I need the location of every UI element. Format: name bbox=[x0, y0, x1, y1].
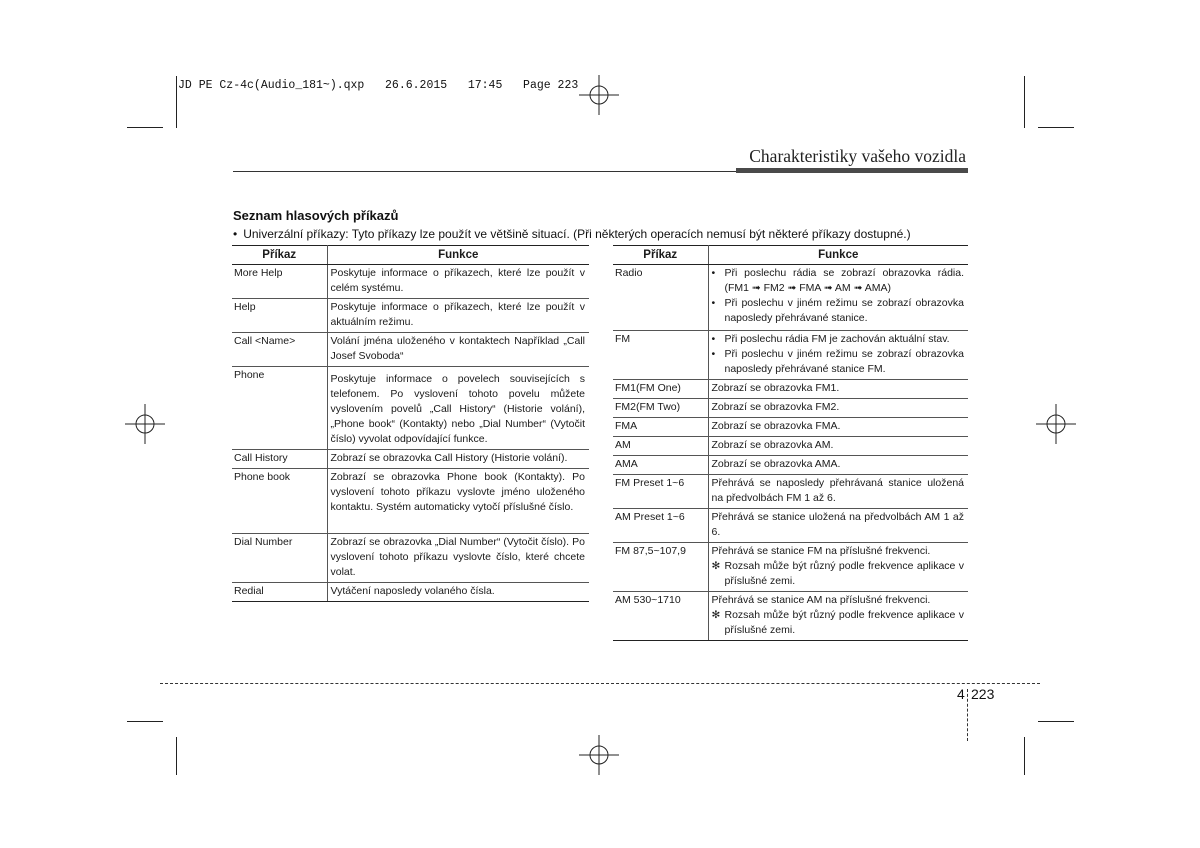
column-header-command: Příkaz bbox=[613, 246, 708, 265]
bullet-item: • Při poslechu rádia se zobrazí obrazovka rádia. (FM1 ➟ FM2 ➟ FMA ➟ AM ➟ AMA) bbox=[711, 267, 964, 294]
command-cell: Call <Name> bbox=[232, 333, 327, 367]
table-row bbox=[613, 456, 968, 475]
intro-text: Univerzální příkazy: Tyto příkazy lze použít ve většině situací. (Při některých operacích nemusí být některé příkazy dostupné.) bbox=[243, 227, 911, 241]
function-cell: Zobrazí se obrazovka AM. bbox=[708, 437, 968, 456]
function-cell bbox=[708, 265, 968, 331]
registration-mark-icon bbox=[1036, 404, 1076, 444]
table-row bbox=[232, 469, 589, 534]
table-header-row bbox=[232, 246, 589, 265]
section-title: Charakteristiky vašeho vozidla bbox=[749, 146, 966, 166]
crop-mark bbox=[176, 76, 177, 128]
table-row bbox=[232, 333, 589, 367]
column-header-command: Příkaz bbox=[232, 246, 327, 265]
table-row bbox=[613, 380, 968, 399]
table-row bbox=[232, 534, 589, 583]
table-row bbox=[232, 450, 589, 469]
intro-paragraph bbox=[233, 227, 911, 241]
table-row bbox=[613, 437, 968, 456]
table-row bbox=[613, 399, 968, 418]
table-row bbox=[232, 583, 589, 602]
function-cell: Poskytuje informace o povelech souvisejících s telefonem. Po vyslovení tohoto povelu můžete vyslovením povelů „Call History“ (Historie volání), „Phone book“ (Kontakty) nebo „Dial Number“ (Vytočit číslo) vyvolat odpovídající funkce. bbox=[327, 367, 589, 450]
function-cell: Vytáčení naposledy volaného čísla. bbox=[327, 583, 589, 602]
table-row bbox=[613, 543, 968, 592]
table-row bbox=[613, 475, 968, 509]
command-cell: More Help bbox=[232, 265, 327, 299]
command-cell: Help bbox=[232, 299, 327, 333]
page-number: 223 bbox=[971, 686, 995, 702]
left-command-table bbox=[232, 245, 589, 602]
column-header-function: Funkce bbox=[327, 246, 589, 265]
crop-mark bbox=[127, 127, 163, 128]
function-cell: Zobrazí se obrazovka „Dial Number“ (Vytočit číslo). Po vyslovení tohoto příkazu vyslovte číslo, které chcete volat. bbox=[327, 534, 589, 583]
bullet-item: • Při poslechu rádia FM je zachován aktuální stav. bbox=[711, 333, 950, 345]
command-cell: FMA bbox=[613, 418, 708, 437]
command-cell: FM1(FM One) bbox=[613, 380, 708, 399]
crop-mark bbox=[176, 737, 177, 775]
column-header-function: Funkce bbox=[708, 246, 968, 265]
crop-mark bbox=[127, 721, 163, 722]
file-header: JD PE Cz-4c(Audio_181~).qxp 26.6.2015 17:45 Page 223 bbox=[178, 79, 579, 92]
table-header-row bbox=[613, 246, 968, 265]
note-icon: ✻ bbox=[711, 609, 721, 621]
right-command-table bbox=[613, 245, 968, 641]
command-cell: Radio bbox=[613, 265, 708, 331]
header-bar bbox=[736, 168, 968, 173]
chapter-number: 4 bbox=[957, 686, 965, 702]
function-cell: Volání jména uloženého v kontaktech Například „Call Josef Svoboda“ bbox=[327, 333, 589, 367]
registration-mark-icon bbox=[125, 404, 165, 444]
command-cell: AM Preset 1~6 bbox=[613, 509, 708, 543]
note-item: ✻ Rozsah může být různý podle frekvence aplikace v příslušné zemi. bbox=[711, 560, 964, 587]
page-number-divider bbox=[967, 689, 969, 741]
table-row bbox=[613, 331, 968, 380]
function-cell: Zobrazí se obrazovka Call History (Historie volání). bbox=[327, 450, 589, 469]
function-cell: Přehrává se naposledy přehrávaná stanice uložená na předvolbách FM 1 až 6. bbox=[708, 475, 968, 509]
registration-mark-icon bbox=[579, 735, 619, 775]
function-cell: Zobrazí se obrazovka AMA. bbox=[708, 456, 968, 475]
bullet-icon: • bbox=[711, 297, 716, 309]
function-cell: Přehrává se stanice FM na příslušné frekvenci. ✻ Rozsah může být různý podle frekvence aplikace v příslušné zemi. bbox=[708, 543, 968, 592]
bullet-item: • Při poslechu v jiném režimu se zobrazí obrazovka naposledy přehrávané stanice. bbox=[711, 297, 964, 324]
crop-mark bbox=[1038, 127, 1074, 128]
crop-mark bbox=[1038, 721, 1074, 722]
bullet-icon: • bbox=[233, 227, 238, 241]
table-row bbox=[613, 418, 968, 437]
page-heading: Seznam hlasových příkazů bbox=[233, 208, 399, 223]
command-cell: Phone bbox=[232, 367, 327, 450]
crop-mark bbox=[1024, 76, 1025, 128]
table-row bbox=[232, 367, 589, 450]
bullet-icon: • bbox=[711, 267, 716, 279]
command-cell: Phone book bbox=[232, 469, 327, 534]
crop-mark bbox=[1024, 737, 1025, 775]
function-cell: Poskytuje informace o příkazech, které lze použít v celém systému. bbox=[327, 265, 589, 299]
table-row bbox=[613, 265, 968, 331]
function-cell: Zobrazí se obrazovka FM2. bbox=[708, 399, 968, 418]
function-cell: Zobrazí se obrazovka Phone book (Kontakty). Po vyslovení tohoto příkazu vyslovte jméno uloženého kontaktu. Systém automaticky vytočí příslušné číslo. bbox=[327, 469, 589, 534]
table-row bbox=[232, 299, 589, 333]
bullet-item: • Při poslechu v jiném režimu se zobrazí obrazovka naposledy přehrávané stanice FM. bbox=[711, 348, 964, 375]
note-item: ✻ Rozsah může být různý podle frekvence aplikace v příslušné zemi. bbox=[711, 609, 964, 636]
note-icon: ✻ bbox=[711, 560, 721, 572]
command-cell: Redial bbox=[232, 583, 327, 602]
function-cell: Poskytuje informace o příkazech, které lze použít v aktuálním režimu. bbox=[327, 299, 589, 333]
table-row bbox=[613, 592, 968, 641]
header-rule bbox=[233, 171, 736, 172]
function-cell: Přehrává se stanice uložená na předvolbách AM 1 až 6. bbox=[708, 509, 968, 543]
command-cell: Call History bbox=[232, 450, 327, 469]
function-cell bbox=[708, 331, 968, 380]
command-cell: AM bbox=[613, 437, 708, 456]
command-cell: FM2(FM Two) bbox=[613, 399, 708, 418]
function-cell: Zobrazí se obrazovka FMA. bbox=[708, 418, 968, 437]
bullet-icon: • bbox=[711, 333, 716, 345]
command-cell: FM bbox=[613, 331, 708, 380]
command-cell: AMA bbox=[613, 456, 708, 475]
footer-rule bbox=[160, 683, 1040, 684]
table-row bbox=[232, 265, 589, 299]
function-cell: Zobrazí se obrazovka FM1. bbox=[708, 380, 968, 399]
function-cell: Přehrává se stanice AM na příslušné frekvenci. ✻ Rozsah může být různý podle frekvence aplikace v příslušné zemi. bbox=[708, 592, 968, 641]
command-cell: AM 530~1710 bbox=[613, 592, 708, 641]
bullet-icon: • bbox=[711, 348, 716, 360]
command-cell: FM 87,5~107,9 bbox=[613, 543, 708, 592]
command-cell: FM Preset 1~6 bbox=[613, 475, 708, 509]
command-cell: Dial Number bbox=[232, 534, 327, 583]
table-row bbox=[613, 509, 968, 543]
registration-mark-icon bbox=[579, 75, 619, 115]
